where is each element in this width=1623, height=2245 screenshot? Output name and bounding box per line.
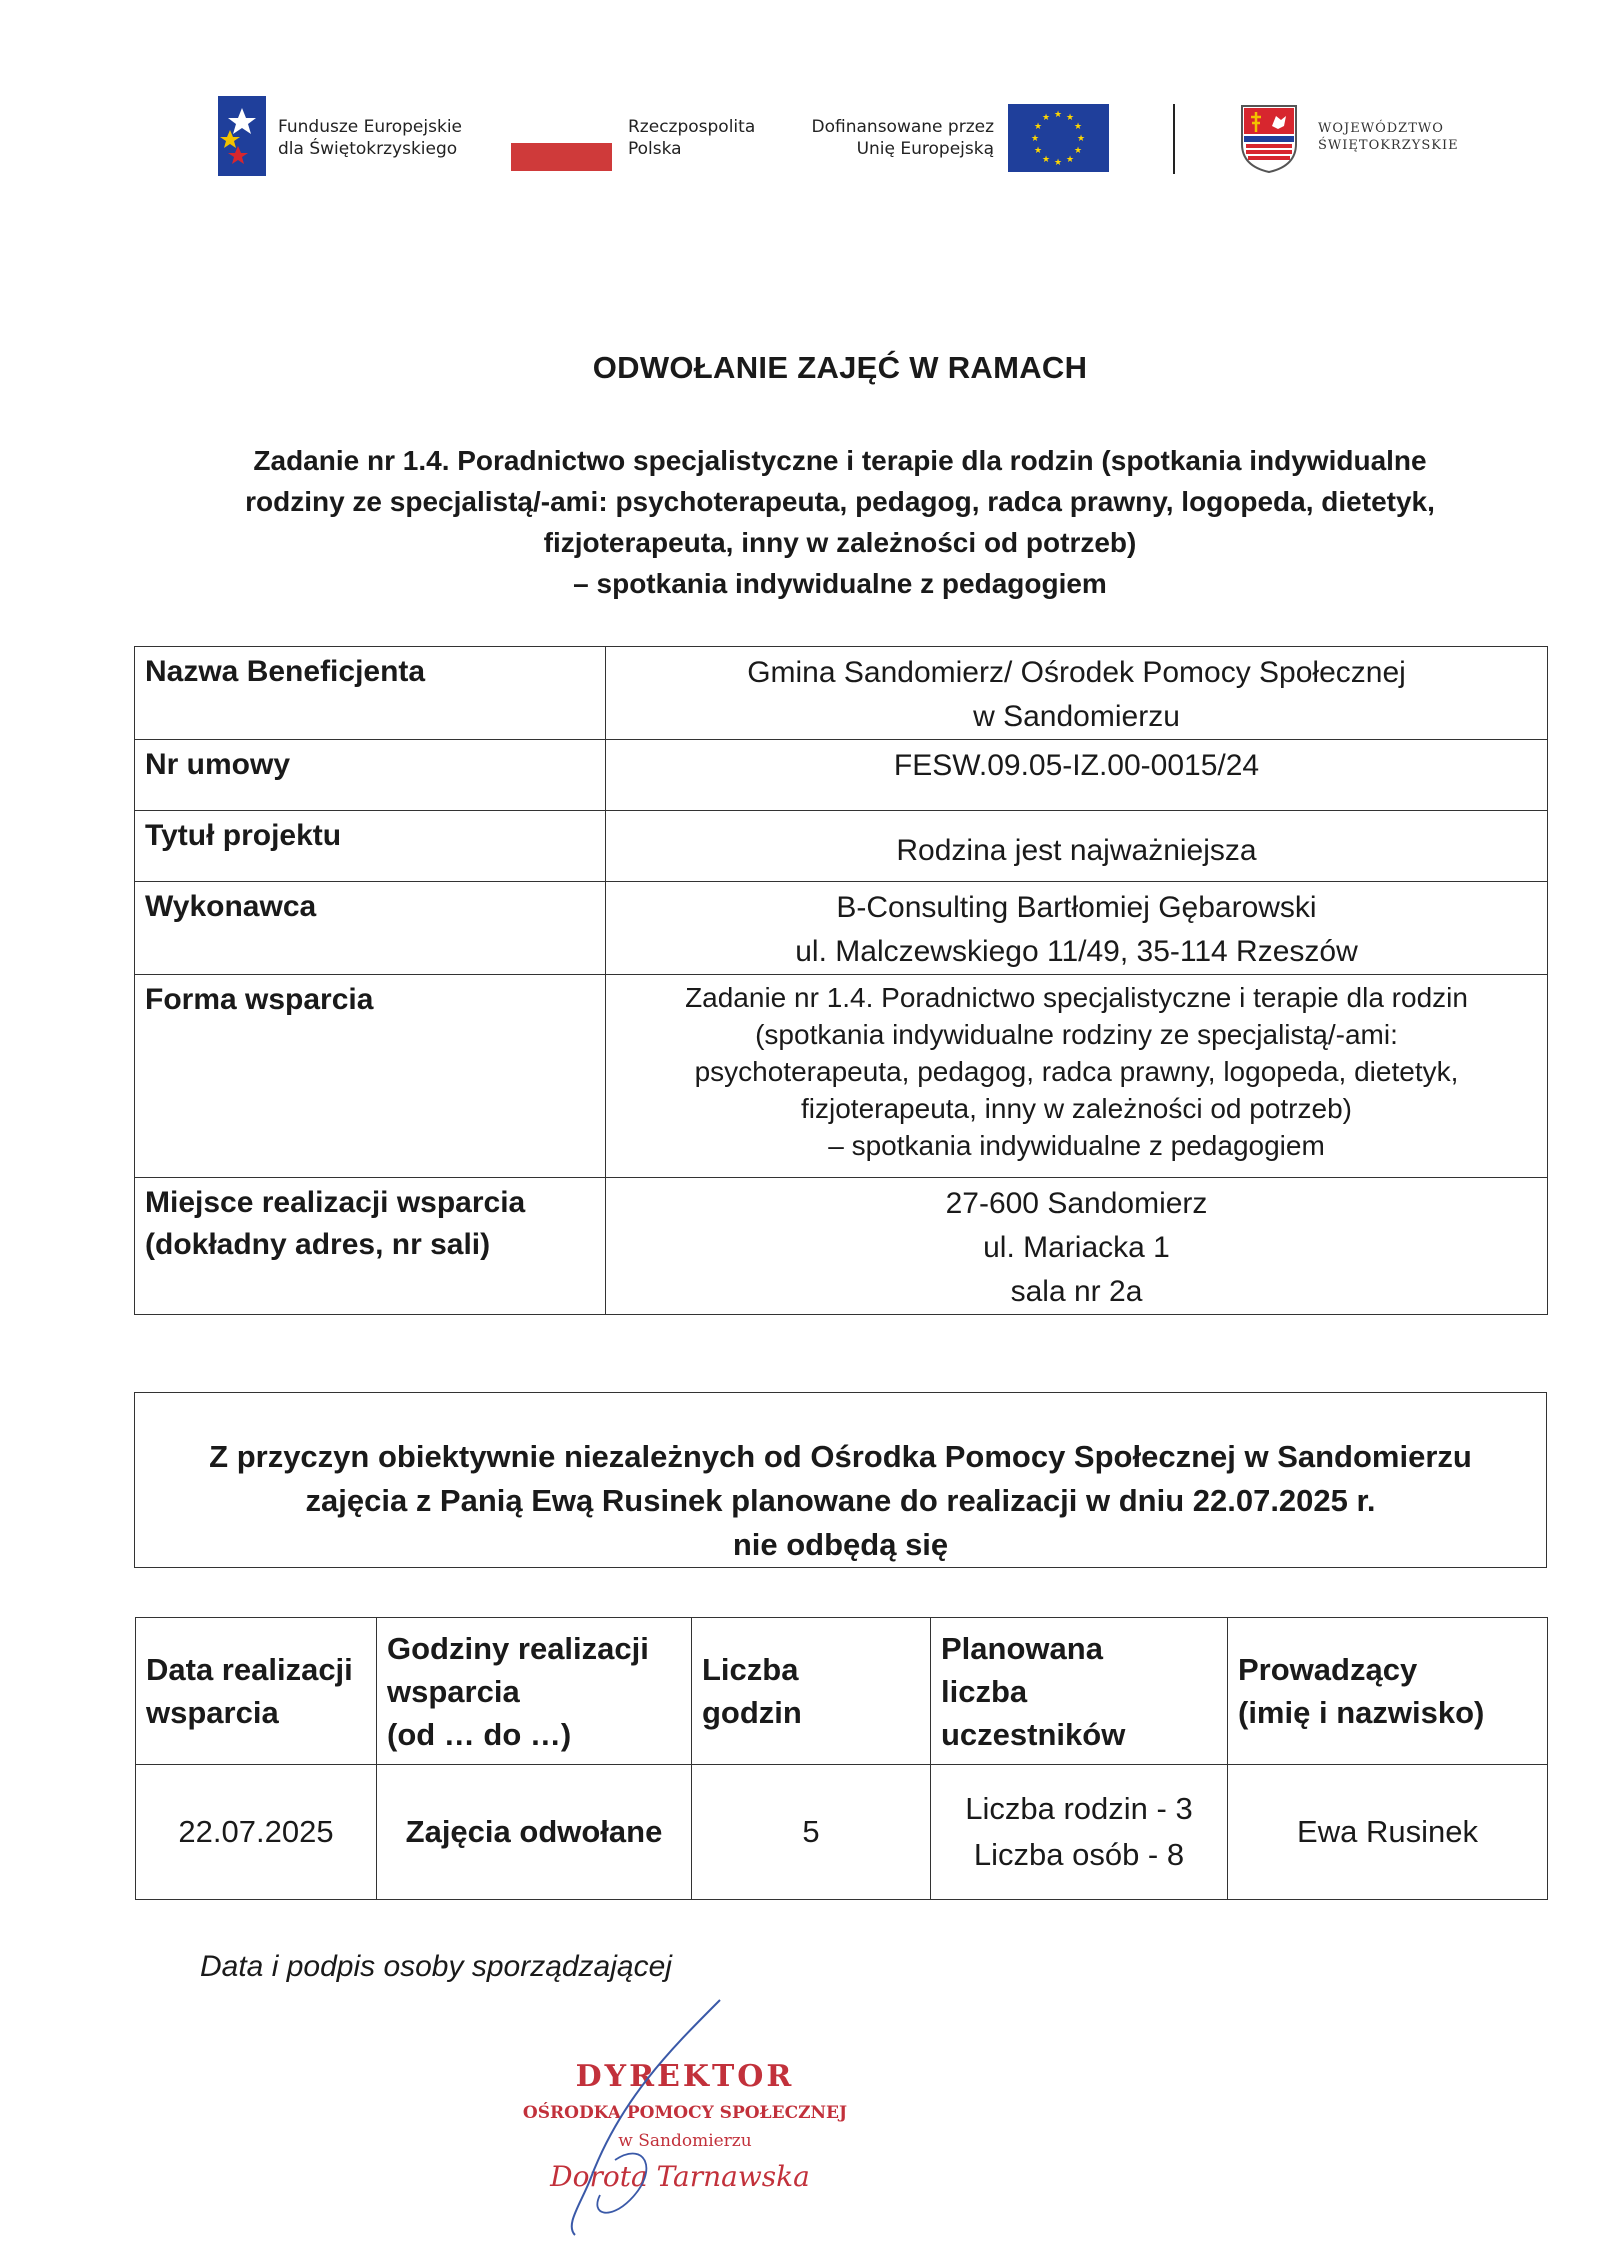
- contract-row: [135, 740, 1548, 811]
- support-row: [135, 975, 1548, 1178]
- schedule-header-row: [136, 1618, 1548, 1765]
- eu-text: [804, 116, 994, 160]
- signature-caption: Data i podpis osoby sporządzającej: [200, 1950, 672, 1983]
- header-leader-line-2: (imię i nazwisko): [1238, 1695, 1485, 1730]
- document-title: ODWOŁANIE ZAJĘĆ W RAMACH: [592, 350, 1088, 385]
- beneficiary-label: Nazwa Beneficjenta: [135, 647, 606, 740]
- rp-line-2: Polska: [628, 139, 682, 159]
- svg-text:★: ★: [1065, 113, 1075, 123]
- logo-bar: [0, 0, 1623, 200]
- svg-text:★: ★: [1073, 146, 1083, 156]
- fe-line-1: Fundusze Europejskie: [278, 117, 462, 137]
- stamp-line-2: OŚRODKA POMOCY SPOŁECZNEJ: [522, 2103, 848, 2123]
- place-line-2: ul. Mariacka 1: [983, 1231, 1170, 1264]
- stamp-line-4: Dorota Tarnawska: [550, 2160, 810, 2193]
- schedule-data-row: [136, 1765, 1548, 1900]
- header-date-line-1: Data realizacji: [146, 1652, 353, 1687]
- support-line-5: – spotkania indywidualne z pedagogiem: [828, 1130, 1325, 1161]
- beneficiary-row: [135, 647, 1548, 740]
- cell-planned-line-1: Liczba rodzin - 3: [965, 1791, 1193, 1826]
- header-hours-line-3: (od … do …): [387, 1716, 572, 1752]
- task-line-4: – spotkania indywidualne z pedagogiem: [573, 568, 1107, 599]
- header-hours-line-2: wsparcia: [387, 1673, 520, 1709]
- task-line-3: fizjoterapeuta, inny w zależności od potrzeb): [543, 527, 1137, 558]
- notice-line-3: nie odbędą się: [732, 1527, 949, 1562]
- contractor-row: [135, 882, 1548, 975]
- wojewodztwo-text: [1318, 120, 1459, 154]
- director-stamp: [470, 1990, 890, 2240]
- header-leader-line-1: Prowadzący: [1238, 1652, 1418, 1687]
- polish-flag: [511, 115, 612, 171]
- ue-line-1: Dofinansowane przez: [811, 117, 994, 137]
- svg-text:★: ★: [1033, 122, 1043, 132]
- fundusze-europejskie-text: [278, 116, 462, 160]
- logo-divider: [1173, 104, 1175, 174]
- cell-leader: Ewa Rusinek: [1228, 1765, 1548, 1900]
- support-value: [606, 975, 1548, 1178]
- svg-text:★: ★: [1073, 122, 1083, 132]
- ue-line-2: Unię Europejską: [856, 139, 994, 159]
- cell-planned-line-2: Liczba osób - 8: [973, 1837, 1185, 1872]
- project-label: Tytuł projektu: [135, 811, 606, 882]
- woj-line-1: WOJEWÓDZTWO: [1318, 121, 1444, 136]
- place-label: [135, 1178, 606, 1315]
- contractor-value: [606, 882, 1548, 975]
- fundusze-europejskie-logo: [218, 96, 266, 176]
- contractor-line-1: B-Consulting Bartłomiej Gębarowski: [836, 891, 1317, 924]
- contractor-label: Wykonawca: [135, 882, 606, 975]
- header-leader: [1228, 1618, 1548, 1765]
- stamp-line-1: DYREKTOR: [575, 2059, 795, 2094]
- svg-text:★: ★: [1041, 113, 1051, 123]
- svg-text:★: ★: [1053, 110, 1063, 120]
- svg-text:★: ★: [1053, 158, 1063, 168]
- svg-text:★: ★: [1065, 155, 1075, 165]
- cell-date: 22.07.2025: [136, 1765, 377, 1900]
- header-date-line-2: wsparcia: [146, 1695, 279, 1730]
- place-row: [135, 1178, 1548, 1315]
- support-label: Forma wsparcia: [135, 975, 606, 1178]
- project-row: [135, 811, 1548, 882]
- beneficiary-line-2: w Sandomierzu: [973, 700, 1180, 733]
- place-label-line-2: (dokładny adres, nr sali): [145, 1228, 491, 1261]
- task-line-2: rodziny ze specjalistą/-ami: psychoterapeuta, pedagog, radca prawny, logopeda, dietetyk,: [245, 486, 1435, 517]
- place-line-3: sala nr 2a: [1010, 1275, 1143, 1308]
- cell-hours: Zajęcia odwołane: [377, 1765, 692, 1900]
- place-line-1: 27-600 Sandomierz: [945, 1187, 1208, 1220]
- header-date: [136, 1618, 377, 1765]
- header-planned-line-1: Planowana: [941, 1630, 1103, 1666]
- notice-line-2: zajęcia z Panią Ewą Rusinek planowane do realizacji w dniu 22.07.2025 r.: [305, 1483, 1376, 1518]
- support-line-2: (spotkania indywidualne rodziny ze specjalistą/-ami:: [755, 1019, 1398, 1050]
- rzeczpospolita-polska-text: [628, 116, 755, 160]
- header-hours: [377, 1618, 692, 1765]
- support-line-3: psychoterapeuta, pedagog, radca prawny, logopeda, dietetyk,: [694, 1056, 1459, 1087]
- header-hours-line-1: Godziny realizacji: [387, 1630, 649, 1666]
- support-line-1: Zadanie nr 1.4. Poradnictwo specjalistyczne i terapie dla rodzin: [685, 982, 1468, 1013]
- rp-line-1: Rzeczpospolita: [628, 117, 756, 137]
- header-count-line-2: godzin: [702, 1695, 802, 1730]
- cell-count: 5: [692, 1765, 931, 1900]
- svg-text:★: ★: [1041, 155, 1051, 165]
- header-count-line-1: Liczba: [702, 1652, 799, 1687]
- project-value: Rodzina jest najważniejsza: [606, 811, 1548, 882]
- place-value: [606, 1178, 1548, 1315]
- eu-flag-icon: [1008, 104, 1109, 172]
- svg-text:★: ★: [1033, 146, 1043, 156]
- beneficiary-line-1: Gmina Sandomierz/ Ośrodek Pomocy Społecznej: [747, 656, 1406, 689]
- fe-line-2: dla Świętokrzyskiego: [278, 139, 458, 159]
- svg-text:★: ★: [1076, 134, 1086, 144]
- cell-planned: [931, 1765, 1228, 1900]
- contract-value: FESW.09.05-IZ.00-0015/24: [606, 740, 1548, 811]
- beneficiary-value: [606, 647, 1548, 740]
- svg-text:★: ★: [1030, 134, 1040, 144]
- swietokrzyskie-coat-of-arms-icon: [1240, 104, 1298, 174]
- header-planned-line-2: liczba: [941, 1673, 1028, 1709]
- header-planned: [931, 1618, 1228, 1765]
- header-planned-line-3: uczestników: [941, 1716, 1126, 1752]
- task-description: [170, 440, 1510, 604]
- stamp-line-3: w Sandomierzu: [618, 2131, 752, 2151]
- woj-line-2: ŚWIĘTOKRZYSKIE: [1318, 138, 1459, 153]
- project-info-table: [134, 646, 1548, 1315]
- cancellation-notice: [134, 1392, 1547, 1568]
- place-label-line-1: Miejsce realizacji wsparcia: [145, 1186, 526, 1219]
- contract-label: Nr umowy: [135, 740, 606, 811]
- schedule-table: [135, 1617, 1548, 1900]
- header-count: [692, 1618, 931, 1765]
- contractor-line-2: ul. Malczewskiego 11/49, 35-114 Rzeszów: [795, 935, 1358, 968]
- support-line-4: fizjoterapeuta, inny w zależności od potrzeb): [801, 1093, 1352, 1124]
- notice-line-1: Z przyczyn obiektywnie niezależnych od Ośrodka Pomocy Społecznej w Sandomierzu: [209, 1439, 1472, 1474]
- task-line-1: Zadanie nr 1.4. Poradnictwo specjalistyczne i terapie dla rodzin (spotkania indywidualne: [253, 445, 1427, 476]
